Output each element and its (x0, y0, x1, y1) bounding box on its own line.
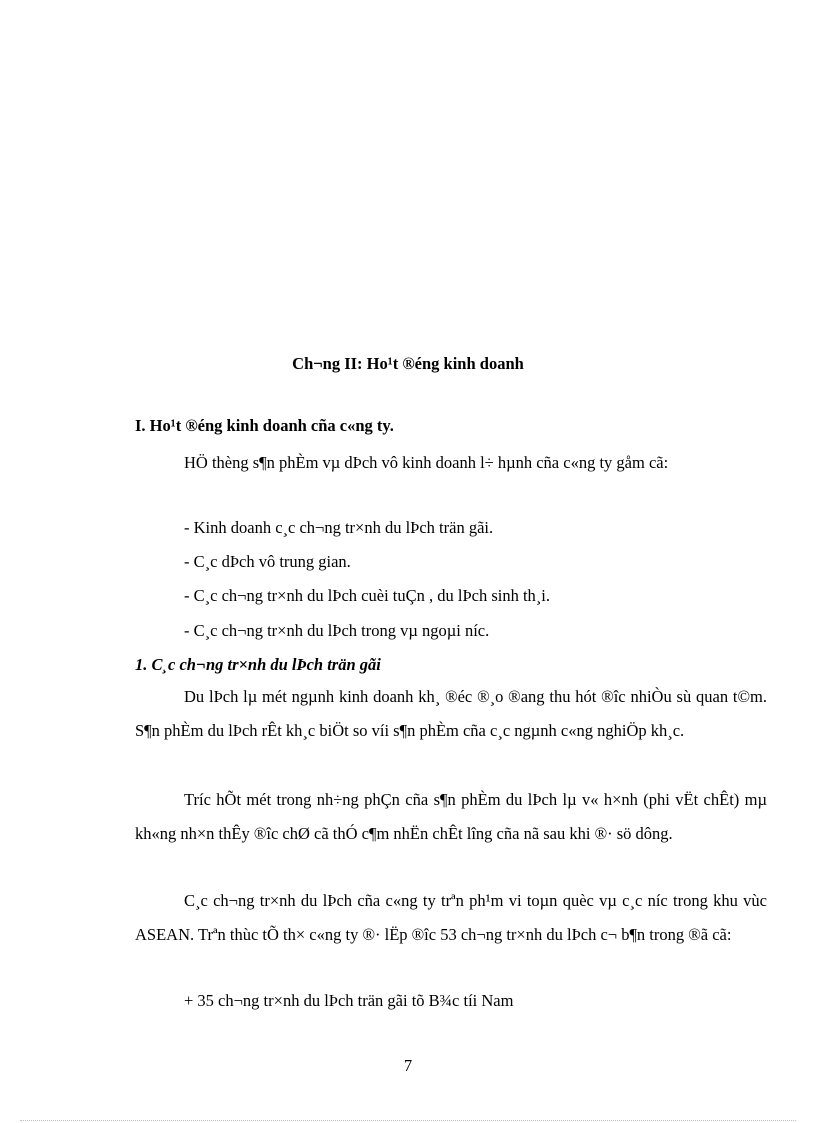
subsection-heading: 1. C¸c ch¬ng tr×nh du lÞch trän gãi (135, 655, 381, 674)
bullet-item: - C¸c ch¬ng tr×nh du lÞch cuèi tuÇn , du lÞch sinh th¸i. (184, 586, 550, 605)
list-item: + 35 ch¬ng tr×nh du lÞch trän gãi tõ B¾c tíi Nam (184, 991, 514, 1010)
page-bottom-divider (20, 1120, 796, 1121)
section-heading: I. Ho¹t ®éng kinh doanh cña c«ng ty. (135, 416, 394, 435)
intro-paragraph: HÖ thèng s¶n phÈm vµ dÞch vô kinh doanh l÷ hµnh cña c«ng ty gåm cã: (184, 453, 669, 472)
body-paragraph: Tríc hÕt mét trong nh÷ng phÇn cña s¶n phÈm du lÞch lµ v« h×nh (phi vËt chÊt) mµ kh«ng nh×n thÊy ®îc chØ cã thÓ c¶m nhËn chÊt lîng cña nã sau khi ®· sö dông. (135, 790, 767, 843)
chapter-title: Ch¬ng II: Ho¹t ®éng kinh doanh (292, 354, 524, 373)
bullet-item: - C¸c ch¬ng tr×nh du lÞch trong vµ ngoµi níc. (184, 621, 490, 640)
page-number: 7 (403, 1056, 413, 1075)
bullet-item: - C¸c dÞch vô trung gian. (184, 552, 351, 571)
body-paragraph: C¸c ch¬ng tr×nh du lÞch cña c«ng ty trªn ph¹m vi toµn quèc vµ c¸c níc trong khu vùc ASEAN. Trªn thùc tÕ th× c«ng ty ®· lËp ®îc 53 ch¬ng tr×nh du lÞch c¬ b¶n trong ®ã cã: (135, 891, 767, 944)
bullet-item: - Kinh doanh c¸c ch¬ng tr×nh du lÞch trän gãi. (184, 518, 494, 537)
body-paragraph: Du lÞch lµ mét ngµnh kinh doanh kh¸ ®éc ®¸o ®ang thu hót ®îc nhiÒu sù quan t©m. S¶n phÈm du lÞch rÊt kh¸c biÖt so víi s¶n phÈm cña c¸c ngµnh c«ng nghiÖp kh¸c. (135, 687, 767, 740)
